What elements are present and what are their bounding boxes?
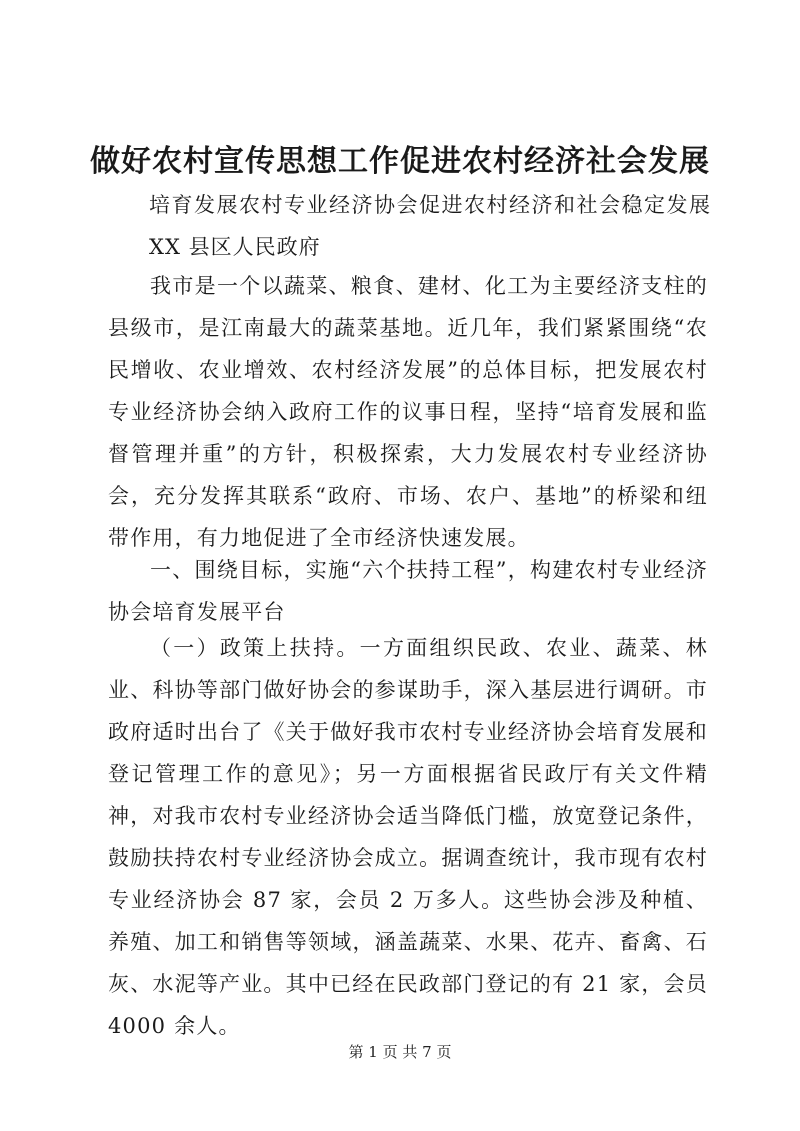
paragraph-section-heading: 一、围绕目标，实施“六个扶持工程”，构建农村专业经济协会培育发展平台 (108, 558, 708, 624)
page-footer: 第 1 页 共 7 页 (348, 1043, 452, 1061)
document-title: 做好农村宣传思想工作促进农村经济社会发展 (90, 144, 710, 179)
paragraph-intro: 我市是一个以蔬菜、粮食、建材、化工为主要经济支柱的县级市，是江南最大的蔬菜基地。近几年，我们紧紧围绕“农民增收、农业增效、农村经济发展”的总体目标，把发展农村专业经济协会纳入政府工作的议事日程，坚持“培育发展和监督管理并重”的方针，积极探索，大力发展农村专业经济协会，充分发挥其联系“政府、市场、农户、基地”的桥梁和纽带作用，有力地促进了全市经济快速发展。 (108, 274, 708, 550)
paragraph-policy-support: （一）政策上扶持。一方面组织民政、农业、蔬菜、林业、科协等部门做好协会的参谋助手，深入基层进行调研。市政府适时出台了《关于做好我市农村专业经济协会培育发展和登记管理工作的意见》；另一方面根据省民政厅有关文件精神，对我市农村专业经济协会适当降低门槛，放宽登记条件，鼓励扶持农村专业经济协会成立。据调查统计，我市现有农村专业经济协会 87 家，会员 2 万多人。这些协会涉及种植、养殖、加工和销售等领域，涵盖蔬菜、水果、花卉、畜禽、石灰、水泥等产业。其中已经在民政部门登记的有 21 家，会员 4000 余人。 (108, 636, 708, 1038)
document-subtitle: 培育发展农村专业经济协会促进农村经济和社会稳定发展 (149, 193, 712, 217)
document-author: XX 县区人民政府 (149, 235, 321, 259)
